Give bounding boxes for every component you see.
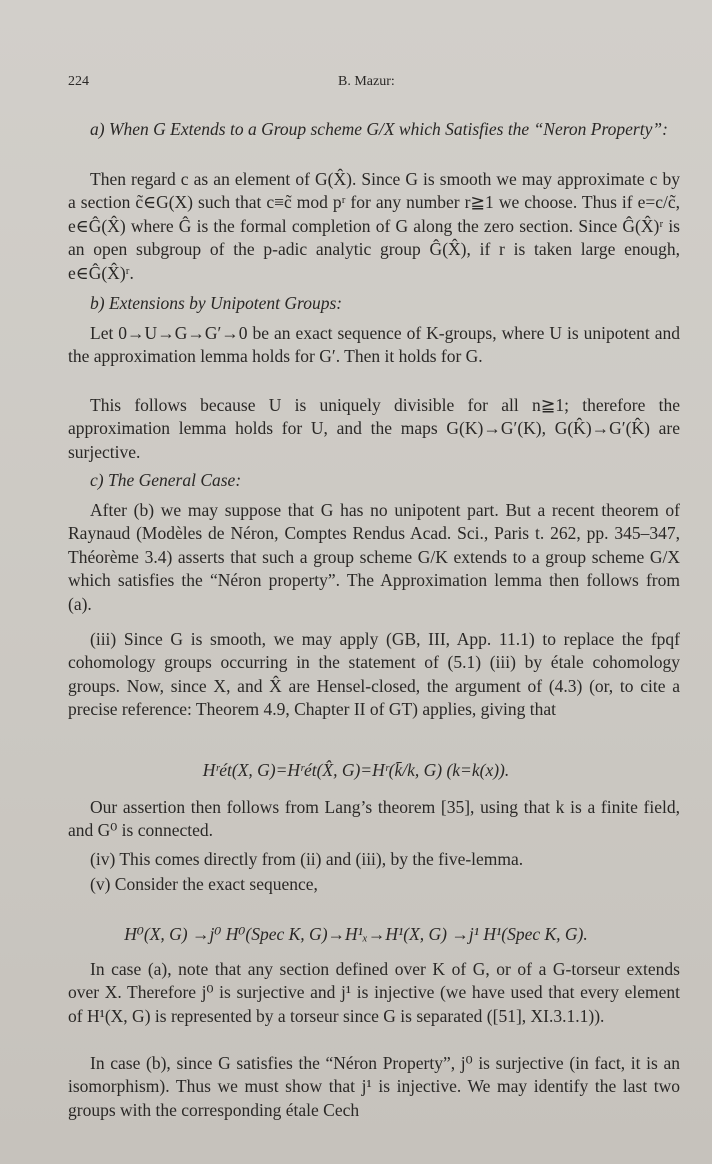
paragraph-v: (v) Consider the exact sequence, [90,874,318,894]
paragraph-c: After (b) we may suppose that G has no unipotent part. But a recent theorem of Raynaud (Modèles de Néron, Comptes Rendus Acad. Sci., Paris t. 262, pp. 345–347, Théorème 3.4) asserts that such a group scheme G/K extends to a group scheme G/X which satisfies the “Néron property”. The Approximation lemma then follows from (a). [68,500,680,614]
paragraph-iv: (iv) This comes directly from (ii) and (iii), by the five-lemma. [90,849,524,869]
paragraph-case-a: In case (a), note that any section defined over K of G, or of a G-torseur extends over X. Therefore j⁰ is surjective and j¹ is injective (we have used that every element of H¹(X, G) is represented by a torseur since G is separated ([51], XI.3.1.1)). [68,959,680,1026]
equation-exact-sequence: H⁰(X, G) →j⁰ H⁰(Spec K, G)→H¹ₓ→H¹(X, G) →j¹ H¹(Spec K, G). [124,924,588,944]
paragraph-a: Then regard c as an element of G(X̂). Since G is smooth we may approximate c by a section c̃∈G(X) such that c≡c̃ mod pʳ for any number r≧1 we choose. Thus if e=c/c̃, e∈Ĝ(X̂) where Ĝ is the formal completion of G along the zero section. Since Ĝ(X̂)ʳ is an open subgroup of the p-adic analytic group Ĝ(X̂), if r is taken large enough, e∈Ĝ(X̂)ʳ. [68,169,680,283]
heading-a: a) When G Extends to a Group scheme G/X which Satisfies the “Neron Property”: [90,119,668,139]
paragraph-case-b: In case (b), since G satisfies the “Néron Property”, j⁰ is surjective (in fact, it is an isomorphism). Thus we must show that j¹ is injective. We may identify the last two groups with the corresponding étale Cech [68,1053,680,1120]
paragraph-iii: (iii) Since G is smooth, we may apply (GB, III, App. 11.1) to replace the fpqf cohomology groups occurring in the statement of (5.1) (iii) by étale cohomology groups. Now, since X, and X̂ are Hensel-closed, the argument of (4.3) (or, to cite a precise reference: Theorem 4.9, Chapter II of GT) applies, giving that [68,629,680,720]
running-title: B. Mazur: [338,74,395,89]
paragraph-b1: Let 0→U→G→G′→0 be an exact sequence of K-groups, where U is unipotent and the approximation lemma holds for G′. Then it holds for G. [68,323,680,367]
heading-b: b) Extensions by Unipotent Groups: [90,293,343,313]
page-header [68,74,688,96]
equation-cohomology: Hʳét(X, G)=Hʳét(X̂, G)=Hʳ(k̄/k, G) (k=k(x)). [202,760,510,780]
heading-c: c) The General Case: [90,470,242,490]
page-number: 224 [68,74,89,89]
paragraph-lang: Our assertion then follows from Lang’s theorem [35], using that k is a finite field, and G⁰ is connected. [68,797,680,841]
paragraph-b2: This follows because U is uniquely divisible for all n≧1; therefore the approximation lemma holds for U, and the maps G(K)→G′(K), G(K̂)→G′(K̂) are surjective. [68,395,680,462]
